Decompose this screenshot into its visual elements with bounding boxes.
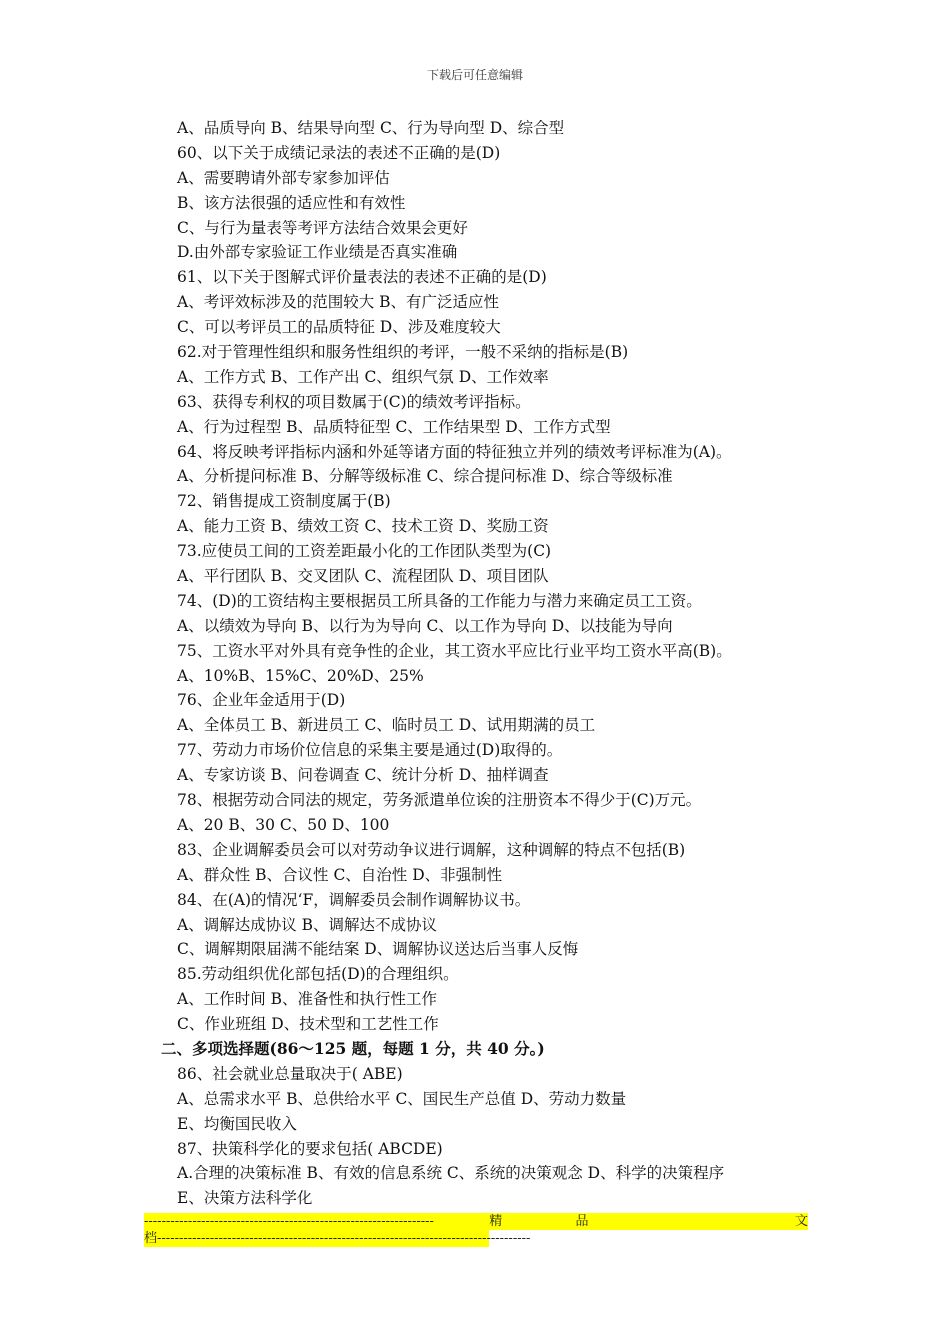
question-line: 64、将反映考评指标内涵和外延等诸方面的特征独立并列的绩效考评标准为(A)。 [177, 442, 732, 461]
page-header: 下载后可任意编辑 [426, 68, 523, 82]
text-line: C、可以考评员工的品质特征 D、涉及难度较大 [177, 318, 501, 337]
footer-char: 品 [575, 1214, 589, 1229]
question-line: 86、社会就业总量取决于( ABE) [177, 1064, 403, 1083]
question-line: 75、工资水平对外具有竞争性的企业，其工资水平应比行业平均工资水平高(B)。 [177, 641, 732, 660]
text-line: A、全体员工 B、新进员工 C、临时员工 D、试用期满的员工 [177, 716, 596, 735]
text-line: A、分析提问标准 B、分解等级标准 C、综合提问标准 D、综合等级标准 [177, 467, 673, 486]
question-line: 87、抉策科学化的要求包括( ABCDE) [177, 1139, 443, 1158]
question-line: 76、企业年金适用于(D) [177, 691, 346, 710]
text-line: A、总需求水平 B、总供给水平 C、国民生产总值 D、劳动力数量 [177, 1089, 627, 1108]
footer-row-2 [144, 1230, 531, 1247]
question-line: 72、销售提成工资制度属于(B) [177, 492, 391, 511]
text-line: A、工作时间 B、准备性和执行性工作 [177, 990, 438, 1009]
footer-char: 档 [144, 1231, 158, 1246]
question-line: 77、劳动力市场价位信息的采集主要是通过(D)取得的。 [177, 741, 563, 760]
footer-row-1 [144, 1213, 808, 1230]
question-line: 78、根据劳动合同法的规定，劳务派遣单位诶的注册资本不得少于(C)万元。 [177, 791, 702, 810]
document-body [161, 116, 817, 1211]
footer-char: 文 [794, 1214, 808, 1229]
text-line: E、决策方法科学化 [177, 1189, 313, 1208]
text-line: A.合理的决策标准 B、有效的信息系统 C、系统的决策观念 D、科学的决策程序 [177, 1164, 725, 1183]
question-line: 63、获得专利权的项目数属于(C)的绩效考评指标。 [177, 392, 531, 411]
question-line: 61、以下关于图解式评价量表法的表述不正确的是(D) [177, 268, 547, 287]
text-line: C、调解期限届满不能结案 D、调解协议送达后当事人反悔 [177, 940, 579, 959]
question-line: 84、在(A)的情况‘F，调解委员会制作调解协议书。 [177, 890, 531, 909]
question-line: 62.对于管理性组织和服务性组织的考评，一般不采纳的指标是(B) [177, 343, 629, 362]
text-line: A、平行团队 B、交叉团队 C、流程团队 D、项目团队 [177, 567, 549, 586]
question-line: 83、企业调解委员会可以对劳动争议进行调解，这种调解的特点不包括(B) [177, 840, 686, 859]
text-line: C、与行为量表等考评方法结合效果会更好 [177, 218, 468, 237]
question-line: 74、(D)的工资结构主要根据员工所具备的工作能力与潜力来确定员工工资。 [177, 591, 702, 610]
footer-dashes: ------------------------------------------------------------------------------------- [157, 1231, 531, 1246]
text-line: A、20 B、30 C、50 D、100 [177, 815, 390, 834]
text-line: A、调解达成协议 B、调解达不成协议 [177, 915, 438, 934]
footer-char: 精 [489, 1214, 503, 1229]
text-line: A、10%B、15%C、20%D、25% [177, 666, 424, 685]
text-line: A、群众性 B、合议性 C、自治性 D、非强制性 [177, 865, 503, 884]
question-line: 73.应使员工间的工资差距最小化的工作团队类型为(C) [177, 542, 552, 561]
text-line: A、品质导向 B、结果导向型 C、行为导向型 D、综合型 [177, 119, 565, 137]
text-line: A、需要聘请外部专家参加评估 [177, 168, 390, 187]
question-line: 60、以下关于成绩记录法的表述不正确的是(D) [177, 143, 501, 162]
page-footer-banner [144, 1213, 808, 1247]
text-line: A、工作方式 B、工作产出 C、组织气氛 D、工作效率 [177, 367, 549, 386]
section-title: 二、多项选择题(86～125 题，每题 1 分，共 40 分。) [161, 1038, 545, 1058]
text-line: E、均衡国民收入 [177, 1114, 297, 1133]
text-line: A、行为过程型 B、品质特征型 C、工作结果型 D、工作方式型 [177, 417, 611, 436]
text-line: A、能力工资 B、绩效工资 C、技术工资 D、奖励工资 [177, 517, 549, 536]
text-line: A、专家访谈 B、问卷调查 C、统计分析 D、抽样调查 [177, 766, 549, 785]
text-line: D.由外部专家验证工作业绩是否真实准确 [177, 243, 458, 262]
text-line: B、该方法很强的适应性和有效性 [177, 193, 406, 212]
question-line: 85.劳动组织优化部包括(D)的合理组织。 [177, 965, 459, 984]
text-line: C、作业班组 D、技术型和工艺性工作 [177, 1015, 439, 1034]
text-line: A、考评效标涉及的范围较大 B、有广泛适应性 [177, 293, 500, 312]
text-line: A、以绩效为导向 B、以行为为导向 C、以工作为导向 D、以技能为导向 [177, 616, 673, 635]
footer-dashes: ------------------------------------------------------------------ [144, 1214, 434, 1229]
